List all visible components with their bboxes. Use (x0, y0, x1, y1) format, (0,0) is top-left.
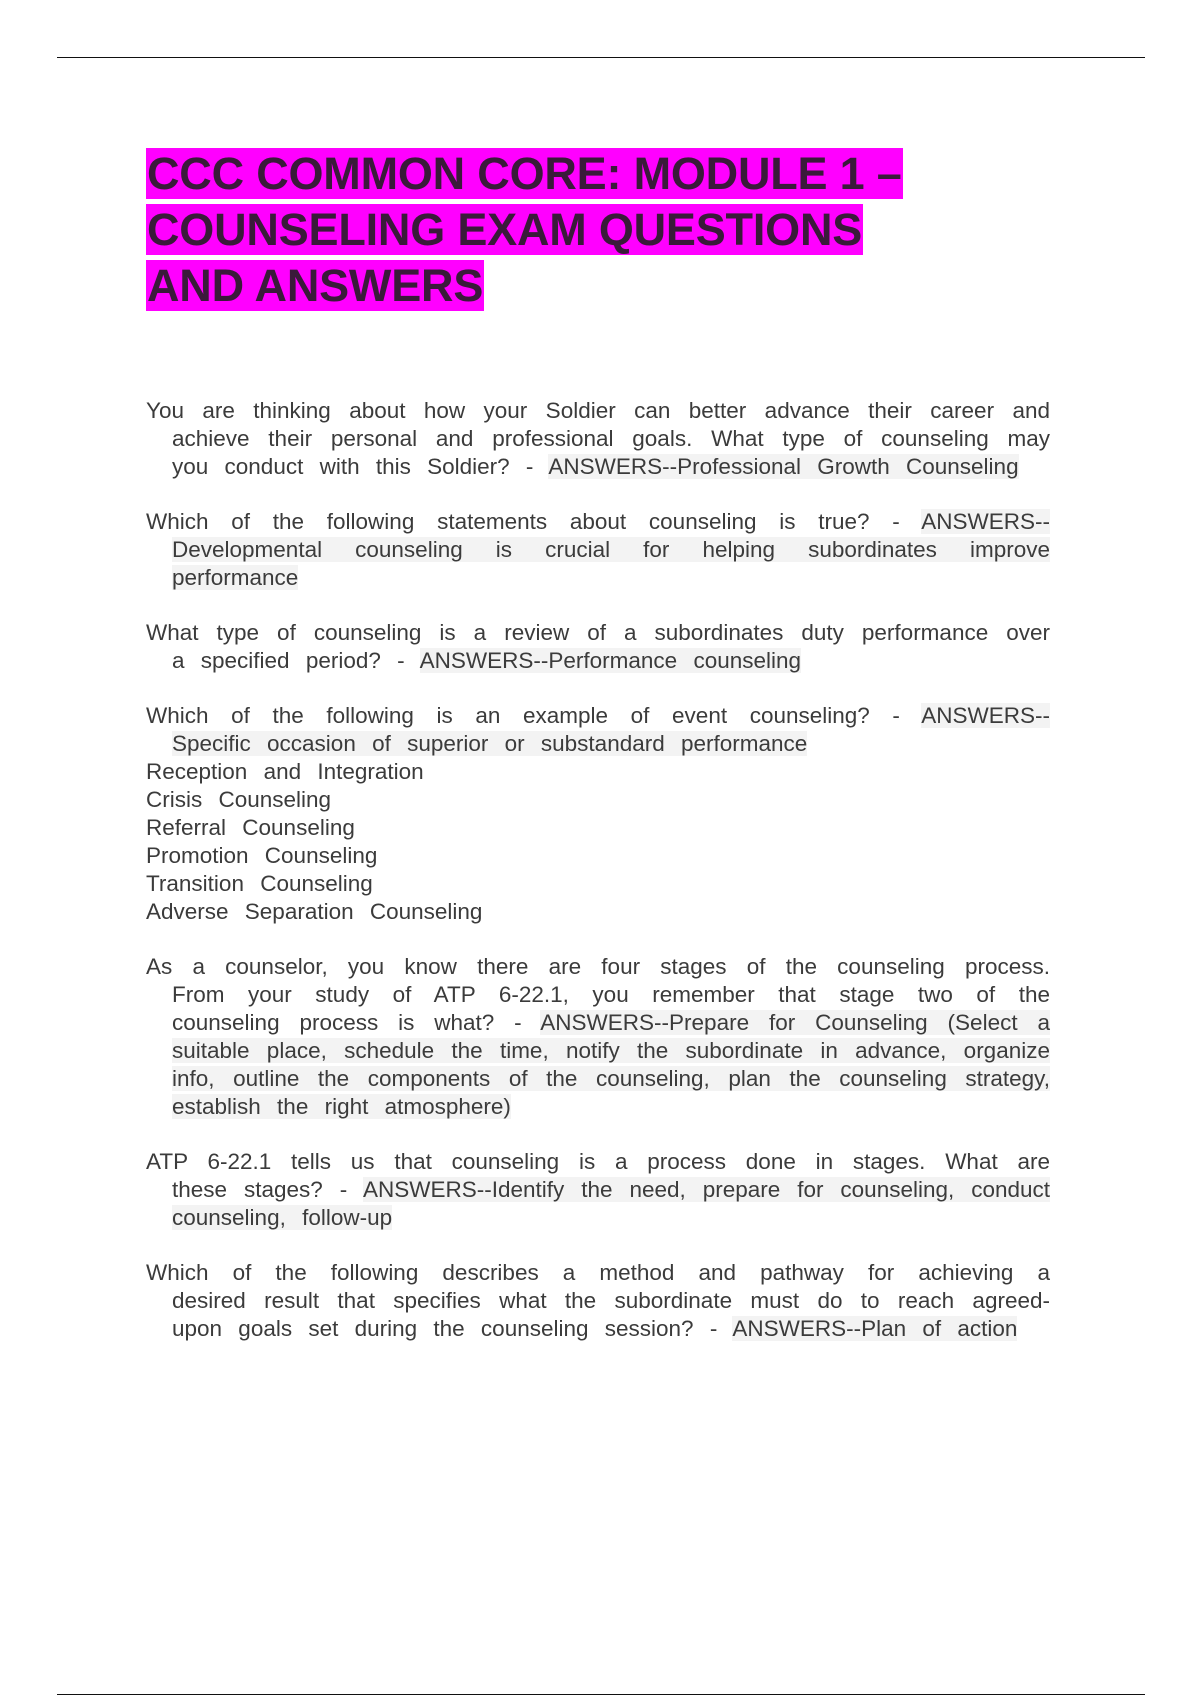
qa-entry-6 (146, 1148, 1050, 1232)
answer-text: ANSWERS--Prepare for Counseling (Select a suitable place, schedule the time, notify the subordinate in advance, organize info, outline the components of the counseling, plan the counseling strategy, establish the right atmosphere) (172, 1010, 1050, 1119)
footer-rule (57, 1694, 1145, 1695)
question-text: What type of counseling is a review of a subordinates duty performance over a specified period? - (146, 620, 1050, 673)
answer-text: ANSWERS--Plan of action (732, 1316, 1018, 1341)
question-text: Which of the following is an example of event counseling? - (146, 703, 922, 728)
qa-entry-2 (146, 508, 1050, 592)
title-line-2: COUNSELING EXAM QUESTIONS (147, 204, 863, 255)
title-line-1: CCC COMMON CORE: MODULE 1 – (147, 148, 902, 199)
list-item: Promotion Counseling (146, 843, 378, 868)
list-item: Adverse Separation Counseling (146, 899, 483, 924)
qa-entry-3 (146, 619, 1050, 675)
qa-entry-7 (146, 1259, 1050, 1343)
question-text: You are thinking about how your Soldier can better advance their career and achieve their personal and professional goals. What type of counseling may you conduct with this Soldier? - (146, 398, 1050, 479)
answer-text: ANSWERS--Specific occasion of superior or substandard performance (172, 703, 1050, 756)
event-counseling-list (146, 758, 1050, 926)
list-item: Transition Counseling (146, 871, 373, 896)
list-item: Crisis Counseling (146, 787, 332, 812)
answer-text: ANSWERS--Developmental counseling is crucial for helping subordinates improve performance (172, 509, 1050, 590)
title-line-3: AND ANSWERS (147, 260, 484, 311)
answer-text: ANSWERS--Performance counseling (419, 648, 802, 673)
answer-text: ANSWERS--Identify the need, prepare for counseling, conduct counseling, follow-up (172, 1177, 1051, 1230)
qa-entry-1 (146, 397, 1050, 481)
question-text: Which of the following statements about counseling is true? - (146, 509, 922, 534)
document-title (146, 146, 1046, 314)
header-rule (57, 57, 1145, 58)
list-item: Reception and Integration (146, 759, 424, 784)
qa-entry-4 (146, 702, 1050, 758)
question-text: As a counselor, you know there are four stages of the counseling process. From your study of ATP 6-22.1, you remember that stage two of the counseling process is what? - (146, 954, 1050, 1035)
list-item: Referral Counseling (146, 815, 355, 840)
question-text: Which of the following describes a method and pathway for achieving a desired result that specifies what the subordinate must do to reach agreed-upon goals set during the counseling session? - (146, 1260, 1050, 1341)
question-text: ATP 6-22.1 tells us that counseling is a process done in stages. What are these stages? - (146, 1149, 1050, 1202)
qa-content (146, 397, 1050, 1370)
qa-entry-5 (146, 953, 1050, 1121)
answer-text: ANSWERS--Professional Growth Counseling (548, 454, 1019, 479)
